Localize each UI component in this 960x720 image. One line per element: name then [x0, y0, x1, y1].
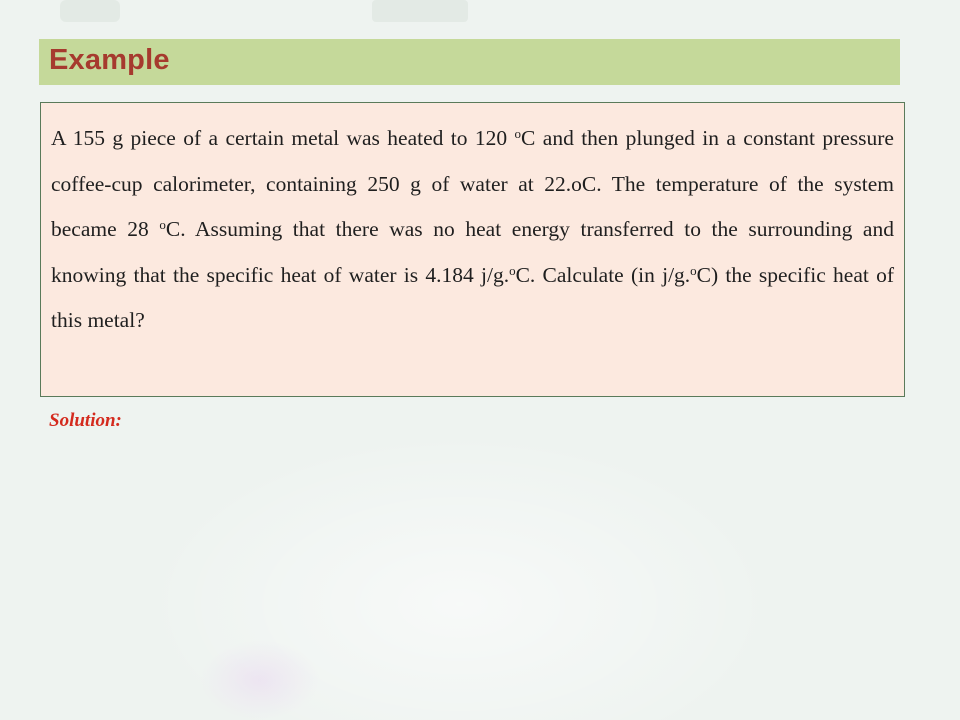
background-glow [200, 640, 320, 720]
degree-superscript: o [159, 217, 166, 232]
background-shape [372, 0, 468, 22]
background-glow [140, 430, 780, 720]
degree-superscript: o [514, 126, 522, 141]
problem-text-part: C) the specific heat of this metal? [51, 262, 894, 332]
problem-text-part: C. Calculate (in j/g. [515, 262, 691, 287]
background-shape [60, 0, 120, 22]
slide-title-bar [39, 39, 900, 85]
problem-statement [51, 116, 894, 344]
problem-text-part: C and then plunged in a constant pressure coffee-cup calorimeter, containing 250 g of water at 22.oC. The temperature of the system became 28 [51, 126, 894, 241]
problem-box [40, 102, 905, 397]
problem-text-part: C. Assuming that there was no heat energy transferred to the surrounding and knowing that the specific heat of water is 4.184 j/g. [51, 217, 894, 287]
solution-label: Solution: [49, 410, 122, 431]
slide-title: Example [49, 44, 170, 76]
degree-superscript: o [509, 262, 516, 278]
degree-superscript: o [690, 262, 697, 278]
problem-text-part: A 155 g piece of a certain metal was heated to 120 [51, 126, 515, 150]
